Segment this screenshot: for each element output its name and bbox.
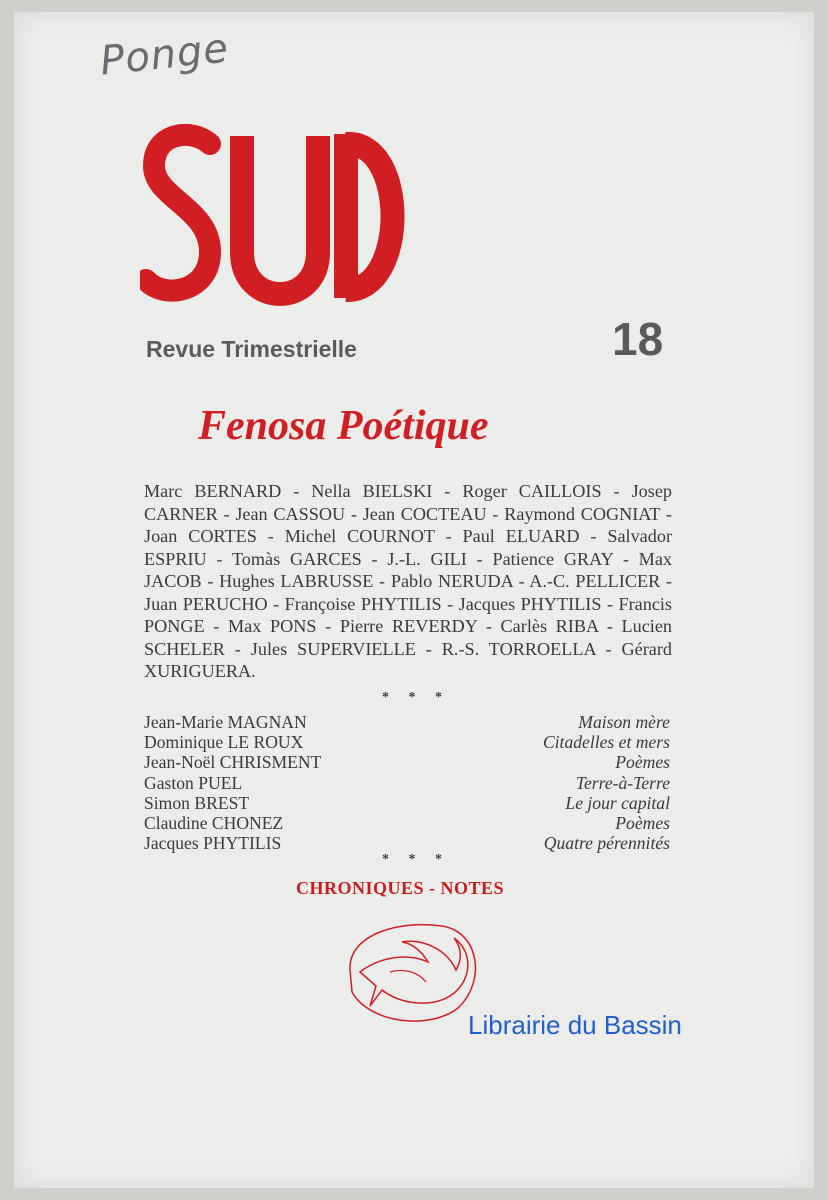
watermark: Librairie du Bassin <box>468 1010 682 1040</box>
work-author: Dominique LE ROUX <box>144 732 304 753</box>
work-author: Gaston PUEL <box>144 772 243 793</box>
work-author: Jacques PHYTILIS <box>144 833 282 854</box>
handwritten-note: Ponge <box>97 25 232 85</box>
work-title: Poèmes <box>615 813 670 834</box>
contributors-list: Marc BERNARD - Nella BIELSKI - Roger CAILLOIS - Josep CARNER - Jean CASSOU - Jean COCTEAU - Raymond COGNIAT - Joan CORTES - Michel COURNOT - Paul ELUARD - Salvador ESPRIU - Tomàs GARCES - J.-L. GILI - Patience GRAY - Max JACOB - Hughes LABRUSSE - Pablo NERUDA - A.-C. PELLICER - Juan PERUCHO - Françoise PHYTILIS - Jacques PHYTILIS - Francis PONGE - Max PONS - Pierre REVERDY - Carlès RIBA - Lucien SCHELER - Jules SUPERVIELLE - R.-S. TORROELLA - Gérard XURIGUERA. <box>144 481 672 681</box>
work-author: Simon BREST <box>144 792 250 813</box>
work-author: Jean-Marie MAGNAN <box>144 712 307 732</box>
work-title: Quatre pérennités <box>543 833 670 854</box>
separator-stars: * * * <box>382 690 450 705</box>
work-row <box>144 813 670 833</box>
work-row <box>144 732 670 752</box>
cover-title: Fenosa Poétique <box>198 403 489 449</box>
work-row <box>144 712 670 732</box>
work-row <box>144 793 670 813</box>
chroniques-notes: CHRONIQUES - NOTES <box>296 878 505 898</box>
work-title: Le jour capital <box>565 792 670 813</box>
separator-stars: * * * <box>382 852 450 867</box>
sud-logo <box>140 122 410 322</box>
subtitle: Revue Trimestrielle <box>146 336 357 362</box>
work-title: Citadelles et mers <box>542 732 670 753</box>
work-author: Jean-Noël CHRISMENT <box>144 752 322 773</box>
work-author: Claudine CHONEZ <box>144 813 284 834</box>
work-title: Maison mère <box>578 712 670 732</box>
work-title: Terre-à-Terre <box>575 772 670 793</box>
work-row <box>144 773 670 793</box>
work-row <box>144 752 670 772</box>
issue-number: 18 <box>612 313 664 365</box>
works-list <box>144 712 670 853</box>
bird-emblem-icon <box>330 912 490 1032</box>
work-row <box>144 833 670 853</box>
work-title: Poèmes <box>615 752 670 773</box>
